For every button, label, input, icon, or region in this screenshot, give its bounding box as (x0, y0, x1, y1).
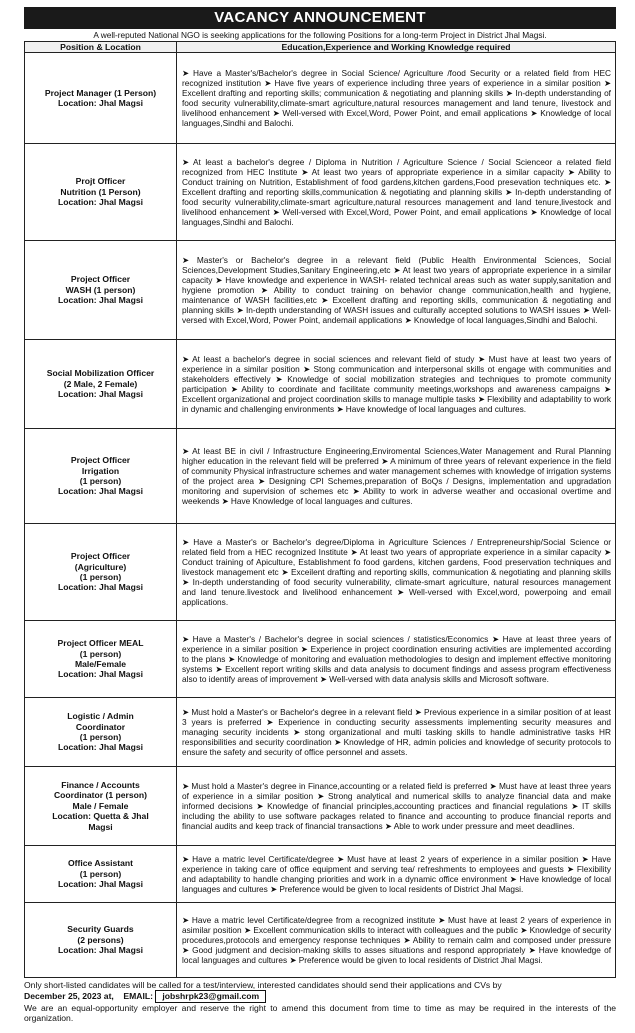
table-row (25, 767, 616, 846)
position-line: Location: Jhal Magsi (58, 945, 143, 956)
position-cell (25, 524, 177, 621)
requirements-cell: ➤ Have a matric level Certificate/degree from a recognized institute ➤ Must have at least 2 years of experience in asimilar position ➤ Excellent communication skills to interact with colleagues and the public ➤ Knowledge of security procedures,protocols and emergency response techniques ➤ Ability to remain calm and composed under pressure ➤ Good judgment and decision-making skills to asses situations and respond appropriately ➤ Have knowledge of local languages and cultures ➤ Preference would be given to local residents of District Jhal Magsi. (177, 903, 616, 978)
table-row (25, 846, 616, 903)
position-cell (25, 903, 177, 978)
position-cell (25, 621, 177, 698)
requirements-cell: ➤ Must hold a Master's degree in Finance,accounting or a related field is preferred ➤ Must have at least three years of experience in a similar position ➤ Strong analytical and numerical skills to analyze financial data and make informed decisions ➤ Knowledge of financial principles,accounting practices and financial regulations ➤ IT skills including the ability to use software packages related to finance and accounting to produce financial reports and financial audits and keep track of financial transactions ➤ Able to work under pressure and meet deadlines. (177, 767, 616, 846)
position-line: WASH (1 person) (65, 284, 136, 295)
requirements-cell: ➤ Have a Master's or Bachelor's degree/Diploma in Agriculture Sciences / Entrepreneurship/Social Science or related field from a HEC recognized Institute ➤ At least two years of appropriate experience in a similar capacity ➤ Conduct training of Apiculture, Establishment fo food gardens, kitchen gardens, Food preservation techniques and livestock management etc ➤ Exceilent drafting and reporting skills, communication & negotiating and planning skills ➤ In-depth understanding of food security vulnerability, climate-smart agriculture, natural resources management and land tenure.livestock and livelihood enhancement ➤ Well-versed with Excel,word, powerpoing and email applications. (177, 524, 616, 621)
position-line: (1 person) (79, 476, 122, 486)
requirements-cell: ➤ At least a bachelor's degree in social sciences and relevant field of study ➤ Must have at least two years of experience in a similar position ➤ Stong communication and interpersonal skills ot engage with communities and stakeholders effectively ➤ Knowledge of social mobilization strategies and techniques to promote community participation ➤ Ability to coordinate and facilitate community meetings,workshops and awareness campaigns ➤ Excellent organizational and project coordination skills to manage multiple tasks ➤ Flexibility and adaptability to work in dynamic and challenging environments ➤ Have knowledge of local languages and cultures. (177, 340, 616, 429)
table-header-row (25, 42, 616, 53)
position-line: Project Officer MEAL (57, 638, 144, 649)
position-cell (25, 53, 177, 144)
position-line: (2 persons) (77, 934, 124, 945)
position-line: (2 Male, 2 Female) (63, 378, 138, 389)
position-line: Location: Jhal Magsi (58, 389, 143, 400)
equal-opportunity-statement: We are an equal-opportunity employer and reserve the right to amend this document from time to time as may be required in the interests of the organization. (24, 1002, 616, 1024)
positions-table (24, 41, 616, 978)
position-line: Location: Jhal Magsi (58, 486, 143, 497)
footer (24, 980, 616, 1024)
position-line: Male / Female (72, 800, 129, 811)
position-line: Irrigation (81, 465, 120, 476)
position-line: (1 person) (79, 868, 122, 879)
position-line: Location: Quetta & Jhal (52, 811, 149, 822)
position-line: Project Officer (70, 455, 131, 466)
position-line: Coordinator (1 person) (53, 790, 148, 801)
position-line: Location: Jhal Magsi (58, 669, 143, 680)
position-line: Location: Jhal Magsi (58, 197, 143, 208)
position-cell (25, 144, 177, 241)
position-line: Projt Officer (75, 176, 126, 187)
intro-text: A well-reputed National NGO is seeking applications for the following Positions for a long-term Project in District Jhal Magsi. (93, 30, 547, 40)
requirements-column-header: Education,Experience and Working Knowledge required (177, 42, 616, 53)
position-line: Location: Jhal Magsi (58, 582, 143, 593)
position-cell (25, 767, 177, 846)
requirements-cell: ➤ At least BE in civil / Infrastructure Engineering,Enviromental Sciences,Water Management and Rural Planning higher education in the relevant field will be preferred ➤ A minimum of three years of relevant experience in the field of community Physical infrastructure schemes and water management schemes with knowledge of irrigation systems of the project area ➤ Designing CPI Schemes,preparation of BoQs / Designs, implementation and upgradation monitoring and supervision of schemes etc ➤ Ability to work in adverse weather and occasional overtime and weekends ➤ Have Knowledge of local languages and cultures. (177, 429, 616, 524)
requirements-cell: ➤ Have a Master's/Bachelor's degree in Social Science/ Agriculture /food Security or a related field from HEC recognized institution ➤ Have five years of experience including three years of experience in a similar position ➤ Excellent drafting and reporting skills; communication & negotiating and planning skills ➤ In-depth understanding of food security vulnerability,climate-smart agriculture,natural resources management and land tenure, livestock and livelihood enhancement ➤ Well-versed with Excel,Word, Power Point, and email applications ➤ Knowledge of local languages,Sindhi and Balochi. (177, 53, 616, 144)
position-line: Finance / Accounts (61, 779, 140, 790)
position-column-header: Position & Location (25, 42, 177, 53)
positions-body (25, 53, 616, 978)
position-line: Project Manager (1 Person) (44, 87, 157, 98)
position-cell (25, 846, 177, 903)
position-cell (25, 429, 177, 524)
position-line: Logistic / Admin (67, 711, 134, 722)
position-line: Coordinator (75, 721, 126, 732)
vacancy-announcement (24, 7, 616, 1024)
table-row (25, 340, 616, 429)
position-line: Nutrition (1 Person) (60, 186, 141, 197)
table-row (25, 698, 616, 767)
table-row (25, 903, 616, 978)
position-line: Office Assistant (67, 858, 134, 869)
position-line: Location: Jhal Magsi (58, 879, 143, 890)
position-line: Project Officer (70, 274, 131, 285)
position-line: Security Guards (67, 924, 134, 935)
position-line: Location: Jhal Magsi (58, 295, 143, 306)
table-row (25, 144, 616, 241)
position-line: Project Officer (70, 551, 131, 562)
position-line: (1 person) (79, 732, 122, 742)
requirements-cell: ➤ Have a matric level Certificate/degree ➤ Must have at least 2 years of experience in a similar position ➤ Have experience in taking care of office equipment and serving tea/ refreshments to employees and guests ➤ Flexibility and adaptability to handle changing priorities and work in a dynamic office environment ➤ Have knowledge of local languages and cultures ➤ Preference would be given to local residents of District Jhal Magsi. (177, 846, 616, 903)
position-line: Male/Female (74, 659, 127, 669)
requirements-cell: ➤ Must hold a Master's or Bachelor's degree in a relevant field ➤ Previous experience in a similar position of at least 3 years is preferred ➤ Experience in conducting security assessments implementing security measures and managing security incidents ➤ stong organizational and multi tasking skills to handle administrative tasks HR responsibilities and security coordination ➤ Knowledge of HR, admin policies and knowledge of security protocols to ensure the safety and security of office personnel and assets. (177, 698, 616, 767)
table-row (25, 429, 616, 524)
table-row (25, 53, 616, 144)
footer-instructions: Only short-listed candidates will be called for a test/interview, interested candidates should send their applications and CVs by (24, 980, 502, 990)
position-line: Magsi (88, 821, 113, 832)
position-line: Social Mobilization Officer (46, 368, 155, 379)
position-line: Location: Jhal Magsi (58, 98, 143, 108)
position-cell (25, 340, 177, 429)
email-address[interactable]: jobshrpk23@gmail.com (155, 990, 266, 1002)
requirements-cell: ➤ Master's or Bachelor's degree in a relevant field (Public Health Environmental Sciences, Social Sciences,Development Studies,Sanitary Engineering,etc ➤ At least two years of appropriate experience in a similar capacity ➤ Have knowledge and experience in WASH- related technical areas such as water supply,sanitation and hygiene promotion ➤ Ability to conduct training on behavior change communication,health and hygiene, maintenance of WASH facilities,etc ➤ Excellent drafting and reporting skills, communication & negotiating and planning skills ➤ In-depth understanding of WASH issues and culturally accepted solutions to WASH issues ➤ Well-versed with Excel,Word, Power Point, andemail applications ➤ Knowledge of local languages,Sindhi and Balochi. (177, 241, 616, 340)
position-line: Location: Jhal Magsi (58, 742, 143, 753)
announcement-title: VACANCY ANNOUNCEMENT (24, 7, 616, 29)
requirements-cell: ➤ Have a Master's / Bachelor's degree in social sciences / statistics/Economics ➤ Have at least three years of experience in a similar position ➤ Experience in project coordination ensuring activities are implemented according to the plans ➤ Knowledge of monitoring and evaluation methodologies to design and implement effective monitoring systems ➤ Excellent report writing skills and data analysis to document findings and assess program effectiveness also to identify areas of improvement ➤ Well-versed with data analysis skills and Microsoft software. (177, 621, 616, 698)
position-cell (25, 698, 177, 767)
table-row (25, 621, 616, 698)
table-row (25, 524, 616, 621)
table-row (25, 241, 616, 340)
position-line: (Agriculture) (74, 561, 127, 572)
requirements-cell: ➤ At least a bachelor's degree / Diploma in Nutrition / Agriculture Science / Social Scienceor a related field recognized from HEC Institute ➤ At least two years of appropriate experience in a similar capacity ➤ Ability to Conduct training on Nutrition, Establishment of food gardens,kitchen gardens,Food presevation techniques etc. ➤ Excellent drafting and reporting skills,communication & negotiating and planning skills ➤ In-depth understanding of food security vulnerability,climate-smart agriculture,natural resources management and land tenure,livestock and livelihood enhancement ➤ Well-versed with Excel,Word, Power Point, and email applications ➤ Knowledge of local languages,Sindhi and Balochi. (177, 144, 616, 241)
application-deadline: December 25, 2023 at, (24, 991, 114, 1002)
position-cell (25, 241, 177, 340)
position-line: (1 person) (79, 572, 122, 582)
email-label: EMAIL: (123, 991, 153, 1002)
position-line: (1 person) (79, 648, 122, 659)
